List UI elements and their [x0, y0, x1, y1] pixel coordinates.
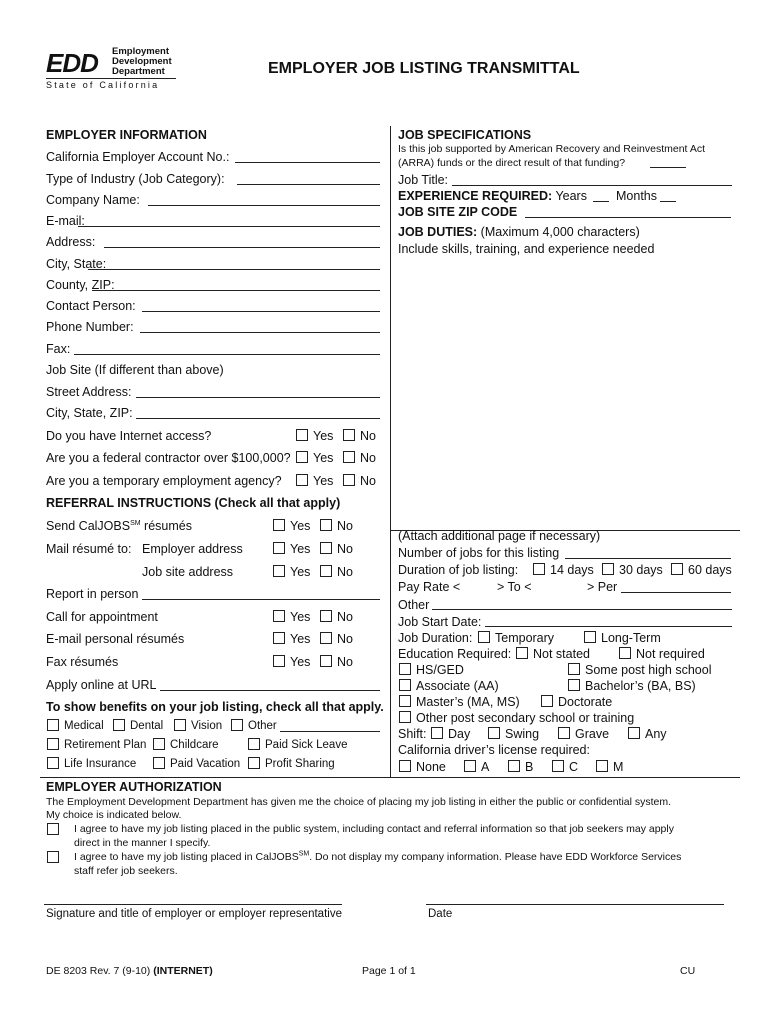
fax-resumes-no-label: No — [337, 655, 353, 669]
fax-label: Fax: — [46, 342, 71, 356]
report-in-person-field[interactable] — [142, 599, 380, 600]
temporary-checkbox[interactable] — [478, 631, 490, 643]
mail-employer-address-yes-label: Yes — [290, 542, 311, 556]
benefit-vacation-checkbox[interactable] — [153, 757, 165, 769]
benefit-childcare-checkbox[interactable] — [153, 738, 165, 750]
num-jobs-field[interactable] — [565, 558, 731, 559]
shift-day-label: Day — [448, 727, 471, 741]
license-none-checkbox[interactable] — [399, 760, 411, 772]
mail-employer-address-no-label: No — [337, 542, 353, 556]
email-resumes-no-label: No — [337, 632, 353, 646]
edd-logo-mark: EDD — [46, 48, 98, 78]
email-resumes-no-checkbox[interactable] — [320, 632, 332, 644]
benefit-retirement-label: Retirement Plan — [64, 739, 147, 751]
caljobs-confidential-line-2: staff refer job seekers. — [74, 865, 178, 877]
internet-access-yes-label: Yes — [313, 429, 334, 443]
license-a-label: A — [481, 760, 490, 774]
federal-contractor-question: Are you a federal contractor over $100,000? — [46, 451, 291, 465]
authorization-intro-1: The Employment Development Department has given me the choice of placing my job listing in either the public or confidential system. — [46, 796, 672, 808]
authorization-intro-2: My choice is indicated below. — [46, 809, 182, 821]
internet-access-no-checkbox[interactable] — [343, 429, 355, 441]
city-state-label: City, State: — [46, 257, 107, 271]
license-m-checkbox[interactable] — [596, 760, 608, 772]
public-system-line-1: I agree to have my job listing placed in the public system, including contact and referral information so that job seekers may apply — [74, 823, 674, 835]
benefit-life-insurance-label: Life Insurance — [64, 758, 137, 770]
edd-logo-state: State of California — [46, 80, 160, 90]
experience-months-label: Months — [616, 189, 657, 203]
job-site-heading: Job Site (If different than above) — [46, 363, 224, 377]
form-code: CU — [680, 965, 696, 977]
pay-other-field[interactable] — [432, 609, 732, 610]
license-b-label: B — [525, 760, 534, 774]
benefit-profit-sharing-checkbox[interactable] — [248, 757, 260, 769]
call-for-appointment-yes-label: Yes — [290, 610, 311, 624]
pay-per-label: > Per — [587, 580, 618, 594]
federal-contractor-yes-checkbox[interactable] — [296, 451, 308, 463]
fax-resumes-no-checkbox[interactable] — [320, 655, 332, 667]
send-caljobs-label: Send CalJOBS℠ résumés — [46, 519, 192, 533]
benefit-vacation-label: Paid Vacation — [170, 758, 241, 770]
license-c-label: C — [569, 760, 579, 774]
e-mail-label: E-mail: — [46, 214, 85, 228]
benefit-profit-sharing-label: Profit Sharing — [265, 758, 335, 770]
duration-14-label: 14 days — [550, 563, 594, 577]
job-duration-label: Job Duration: — [398, 631, 473, 645]
county-zip-label: County, ZIP: — [46, 278, 115, 292]
experience-label: EXPERIENCE REQUIRED: Years — [398, 189, 587, 203]
license-none-label: None — [416, 760, 446, 774]
california-employer-account-no-field[interactable] — [235, 162, 380, 163]
duration-label: Duration of job listing: — [398, 563, 519, 577]
edu-bachelors-label: Bachelor’s (BA, BS) — [585, 679, 696, 693]
page-title: EMPLOYER JOB LISTING TRANSMITTAL — [268, 60, 580, 77]
benefits-heading: To show benefits on your job listing, check all that apply. — [46, 700, 384, 714]
mail-employer-address-no-checkbox[interactable] — [320, 542, 332, 554]
call-for-appointment-yes-checkbox[interactable] — [273, 610, 285, 622]
job-title-field[interactable] — [452, 185, 732, 186]
benefit-other-field[interactable] — [280, 731, 380, 732]
license-a-checkbox[interactable] — [464, 760, 476, 772]
mail-job-site-address-yes-checkbox[interactable] — [273, 565, 285, 577]
type-of-industry-job-category-label: Type of Industry (Job Category): — [46, 172, 225, 186]
num-jobs-label: Number of jobs for this listing — [398, 546, 560, 560]
contact-person-field[interactable] — [142, 311, 380, 312]
benefit-other-checkbox[interactable] — [231, 719, 243, 731]
edu-doctorate-checkbox[interactable] — [541, 695, 553, 707]
fax-resumes-label: Fax résumés — [46, 655, 119, 669]
referral-heading: REFERRAL INSTRUCTIONS (Check all that apply) — [46, 496, 341, 510]
duration-14-checkbox[interactable] — [533, 563, 545, 575]
shift-swing-checkbox[interactable] — [488, 727, 500, 739]
license-b-checkbox[interactable] — [508, 760, 520, 772]
shift-swing-label: Swing — [505, 727, 540, 741]
shift-grave-checkbox[interactable] — [558, 727, 570, 739]
duration-60-label: 60 days — [688, 563, 732, 577]
internet-access-question: Do you have Internet access? — [46, 429, 212, 443]
e-mail-field[interactable] — [78, 226, 380, 227]
job-site-zip-label: JOB SITE ZIP CODE — [398, 205, 518, 219]
edu-hsged-label: HS/GED — [416, 663, 464, 677]
fax-resumes-yes-label: Yes — [290, 655, 311, 669]
edu-associate-checkbox[interactable] — [399, 679, 411, 691]
job-duties-sublabel: Include skills, training, and experience needed — [398, 242, 655, 256]
contact-person-label: Contact Person: — [46, 299, 136, 313]
job-title-label: Job Title: — [398, 173, 449, 187]
license-m-label: M — [613, 760, 624, 774]
edd-logo — [44, 46, 178, 90]
authorization-heading: EMPLOYER AUTHORIZATION — [46, 780, 222, 794]
edu-bachelors-checkbox[interactable] — [568, 679, 580, 691]
send-caljobs-yes-checkbox[interactable] — [273, 519, 285, 531]
pay-other-label: Other — [398, 598, 430, 612]
duration-30-label: 30 days — [619, 563, 663, 577]
call-for-appointment-no-checkbox[interactable] — [320, 610, 332, 622]
start-date-label: Job Start Date: — [398, 615, 482, 629]
duration-30-checkbox[interactable] — [602, 563, 614, 575]
long-term-checkbox[interactable] — [584, 631, 596, 643]
signature-field[interactable] — [44, 904, 342, 905]
edu-doctorate-label: Doctorate — [558, 695, 613, 709]
long-term-label: Long-Term — [601, 631, 661, 645]
temp-agency-yes-label: Yes — [313, 474, 334, 488]
apply-online-label: Apply online at URL — [46, 678, 157, 692]
license-label: California driver’s license required: — [398, 743, 590, 757]
send-caljobs-no-checkbox[interactable] — [320, 519, 332, 531]
call-for-appointment-label: Call for appointment — [46, 610, 158, 624]
send-caljobs-yes-label: Yes — [290, 519, 311, 533]
benefit-life-insurance-checkbox[interactable] — [47, 757, 59, 769]
mail-employer-address-yes-checkbox[interactable] — [273, 542, 285, 554]
edu-other-post-secondary-label: Other post secondary school or training — [416, 711, 635, 725]
caljobs-confidential-line-1: I agree to have my job listing placed in CalJOBS℠. Do not display my company information. Please have EDD Workforce Services — [74, 850, 682, 863]
benefit-retirement-checkbox[interactable] — [47, 738, 59, 750]
date-label: Date — [428, 908, 453, 920]
california-employer-account-no-label: California Employer Account No.: — [46, 150, 230, 164]
page-number: Page 1 of 1 — [362, 965, 416, 977]
internet-access-no-label: No — [360, 429, 376, 443]
start-date-field[interactable] — [485, 626, 732, 627]
temp-agency-yes-checkbox[interactable] — [296, 474, 308, 486]
benefit-sick-leave-label: Paid Sick Leave — [265, 739, 348, 751]
benefit-childcare-label: Childcare — [170, 739, 219, 751]
signature-label: Signature and title of employer or employer representative — [46, 908, 342, 920]
fax-field[interactable] — [74, 354, 380, 355]
edd-logo-line-3: Department — [112, 66, 165, 77]
temp-agency-no-label: No — [360, 474, 376, 488]
edu-associate-label: Associate (AA) — [416, 679, 499, 693]
column-divider — [390, 126, 391, 778]
edu-hsged-checkbox[interactable] — [399, 663, 411, 675]
temp-agency-no-checkbox[interactable] — [343, 474, 355, 486]
phone-number-label: Phone Number: — [46, 320, 134, 334]
internet-access-yes-checkbox[interactable] — [296, 429, 308, 441]
arra-question-line-2: (ARRA) funds or the direct result of that funding? — [398, 157, 626, 169]
benefit-dental-label: Dental — [130, 720, 164, 732]
call-for-appointment-no-label: No — [337, 610, 353, 624]
experience-years-field[interactable] — [593, 201, 609, 202]
type-of-industry-job-category-field[interactable] — [237, 184, 380, 185]
benefit-vision-label: Vision — [191, 720, 223, 732]
pay-to-label: > To < — [497, 580, 532, 594]
county-zip-field[interactable] — [92, 290, 380, 291]
benefit-medical-label: Medical — [64, 720, 104, 732]
duration-60-checkbox[interactable] — [671, 563, 683, 575]
city-state-field[interactable] — [88, 269, 380, 270]
mail-job-site-address-yes-label: Yes — [290, 565, 311, 579]
address-label: Address: — [46, 235, 96, 249]
not-stated-label: Not stated — [533, 647, 590, 661]
public-system-line-2: direct in the manner I specify. — [74, 837, 211, 849]
benefit-dental-checkbox[interactable] — [113, 719, 125, 731]
benefit-vision-checkbox[interactable] — [174, 719, 186, 731]
attach-note: (Attach additional page if necessary) — [398, 529, 601, 543]
job-site-street-address-field[interactable] — [136, 397, 380, 398]
edd-logo-line-2: Development — [112, 56, 172, 67]
pay-rate-label: Pay Rate < — [398, 580, 461, 594]
company-name-label: Company Name: — [46, 193, 140, 207]
temp-agency-question: Are you a temporary employment agency? — [46, 474, 282, 488]
arra-question-line-1: Is this job supported by American Recovery and Reinvestment Act — [398, 143, 705, 155]
job-specs-heading: JOB SPECIFICATIONS — [398, 128, 532, 142]
shift-day-checkbox[interactable] — [431, 727, 443, 739]
experience-months-field[interactable] — [660, 201, 676, 202]
mail-job-site-address-no-checkbox[interactable] — [320, 565, 332, 577]
federal-contractor-no-checkbox[interactable] — [343, 451, 355, 463]
shift-any-label: Any — [645, 727, 667, 741]
not-stated-checkbox[interactable] — [516, 647, 528, 659]
edu-some-post-hs-label: Some post high school — [585, 663, 712, 677]
benefit-other-label: Other — [248, 720, 277, 732]
federal-contractor-yes-label: Yes — [313, 451, 334, 465]
apply-online-url-field[interactable] — [160, 690, 380, 691]
form-id: DE 8203 Rev. 7 (9-10) (INTERNET) — [46, 965, 213, 977]
edu-masters-label: Master’s (MA, MS) — [416, 695, 520, 709]
edu-masters-checkbox[interactable] — [399, 695, 411, 707]
job-site-city-state-zip-label: City, State, ZIP: — [46, 406, 133, 420]
not-required-checkbox[interactable] — [619, 647, 631, 659]
shift-grave-label: Grave — [575, 727, 610, 741]
employer-info-heading: EMPLOYER INFORMATION — [46, 128, 207, 142]
job-site-zip-field[interactable] — [525, 217, 731, 218]
edu-some-post-hs-checkbox[interactable] — [568, 663, 580, 675]
caljobs-confidential-checkbox[interactable] — [47, 851, 59, 863]
send-caljobs-no-label: No — [337, 519, 353, 533]
email-resumes-label: E-mail personal résumés — [46, 632, 185, 646]
phone-number-field[interactable] — [140, 332, 380, 333]
job-site-city-state-zip-field[interactable] — [136, 418, 380, 419]
report-in-person-label: Report in person — [46, 587, 139, 601]
mail-job-site-address-no-label: No — [337, 565, 353, 579]
federal-contractor-no-label: No — [360, 451, 376, 465]
email-resumes-yes-checkbox[interactable] — [273, 632, 285, 644]
public-system-checkbox[interactable] — [47, 823, 59, 835]
job-site-street-address-label: Street Address: — [46, 385, 132, 399]
job-site-address-label: Job site address — [142, 565, 234, 579]
date-field[interactable] — [426, 904, 724, 905]
arra-answer-field[interactable] — [650, 167, 686, 168]
not-required-label: Not required — [636, 647, 705, 661]
company-name-field[interactable] — [148, 205, 380, 206]
edu-required-label: Education Required: — [398, 647, 512, 661]
job-duties-textarea[interactable] — [396, 260, 736, 526]
edd-logo-line-1: Employment — [112, 46, 170, 57]
edu-other-post-secondary-checkbox[interactable] — [399, 711, 411, 723]
license-c-checkbox[interactable] — [552, 760, 564, 772]
address-field[interactable] — [104, 247, 380, 248]
pay-per-field[interactable] — [621, 592, 731, 593]
shift-label: Shift: — [398, 727, 427, 741]
shift-any-checkbox[interactable] — [628, 727, 640, 739]
job-duties-label: JOB DUTIES: (Maximum 4,000 characters) — [398, 225, 640, 239]
mail-resume-label: Mail résumé to: — [46, 542, 132, 556]
employer-address-label: Employer address — [142, 542, 243, 556]
temporary-label: Temporary — [495, 631, 555, 645]
authorization-divider — [40, 777, 740, 778]
benefit-sick-leave-checkbox[interactable] — [248, 738, 260, 750]
email-resumes-yes-label: Yes — [290, 632, 311, 646]
fax-resumes-yes-checkbox[interactable] — [273, 655, 285, 667]
benefit-medical-checkbox[interactable] — [47, 719, 59, 731]
